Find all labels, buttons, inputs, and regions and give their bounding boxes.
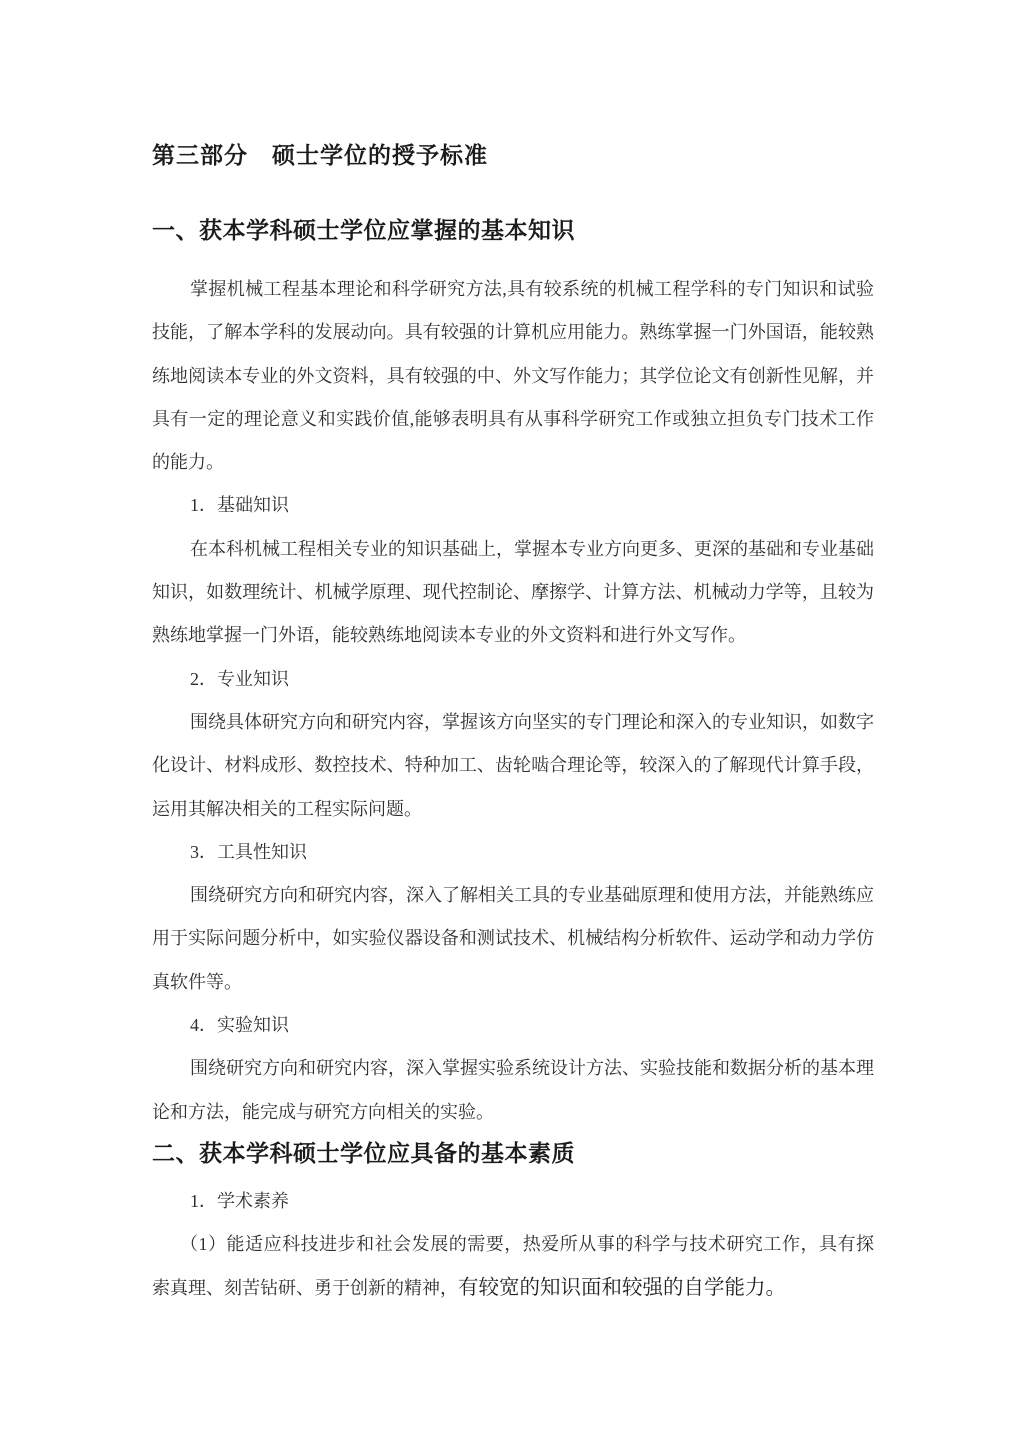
section-1-intro-line: 的能力。 bbox=[152, 452, 224, 473]
item-2-line: 围绕具体研究方向和研究内容，掌握该方向坚实的专门理论和深入的专业知识，如数字 bbox=[190, 711, 874, 732]
item-2-label: 2．专业知识 bbox=[190, 668, 289, 689]
item-1-line: 熟练地掌握一门外语，能较熟练地阅读本专业的外文资料和进行外文写作。 bbox=[152, 625, 746, 646]
section-1-intro-line: 练地阅读本专业的外文资料，具有较强的中、外文写作能力；其学位论文有创新性见解，并 bbox=[152, 365, 874, 386]
section-1-heading: 一、获本学科硕士学位应掌握的基本知识 bbox=[152, 217, 575, 243]
item-5-last-line bbox=[152, 1267, 874, 1310]
section-1-intro-line: 技能，了解本学科的发展动向。具有较强的计算机应用能力。熟练掌握一门外国语，能较熟 bbox=[152, 322, 874, 343]
item-5-last-line-emphasis: 有较宽的知识面和较强的自学能力。 bbox=[458, 1276, 786, 1299]
item-4-label: 4．实验知识 bbox=[190, 1015, 289, 1036]
item-1-line: 知识，如数理统计、机械学原理、现代控制论、摩擦学、计算方法、机械动力学等，且较为 bbox=[152, 582, 874, 603]
section-1-intro-line: 掌握机械工程基本理论和科学研究方法,具有较系统的机械工程学科的专门知识和试验 bbox=[190, 279, 874, 299]
item-5-label: 1．学术素养 bbox=[190, 1190, 289, 1211]
item-3-line: 围绕研究方向和研究内容，深入了解相关工具的专业基础原理和使用方法，并能熟练应 bbox=[190, 885, 874, 906]
part-title: 第三部分 硕士学位的授予标准 bbox=[152, 142, 488, 168]
item-4-line: 论和方法，能完成与研究方向相关的实验。 bbox=[152, 1101, 494, 1122]
item-5-last-line-normal: 索真理、刻苦钻研、勇于创新的精神， bbox=[152, 1277, 458, 1298]
item-1-label: 1．基础知识 bbox=[190, 495, 289, 516]
item-3-label: 3．工具性知识 bbox=[190, 841, 307, 862]
item-2-line: 化设计、材料成形、数控技术、特种加工、齿轮啮合理论等，较深入的了解现代计算手段， bbox=[152, 755, 874, 776]
item-3-line: 用于实际问题分析中，如实验仪器设备和测试技术、机械结构分析软件、运动学和动力学仿 bbox=[152, 928, 874, 949]
item-1-line: 在本科机械工程相关专业的知识基础上，掌握本专业方向更多、更深的基础和专业基础 bbox=[190, 538, 874, 559]
document-content bbox=[152, 140, 874, 1310]
section-2-heading: 二、获本学科硕士学位应具备的基本素质 bbox=[152, 1139, 575, 1166]
item-5-line: （1）能适应科技进步和社会发展的需要，热爱所从事的科学与技术研究工作，具有探 bbox=[180, 1234, 874, 1255]
item-3-line: 真软件等。 bbox=[152, 971, 242, 992]
item-4-line: 围绕研究方向和研究内容，深入掌握实验系统设计方法、实验技能和数据分析的基本理 bbox=[190, 1058, 874, 1079]
item-2-line: 运用其解决相关的工程实际问题。 bbox=[152, 798, 422, 819]
section-1-intro-line: 具有一定的理论意义和实践价值,能够表明具有从事科学研究工作或独立担负专门技术工作 bbox=[152, 408, 874, 429]
